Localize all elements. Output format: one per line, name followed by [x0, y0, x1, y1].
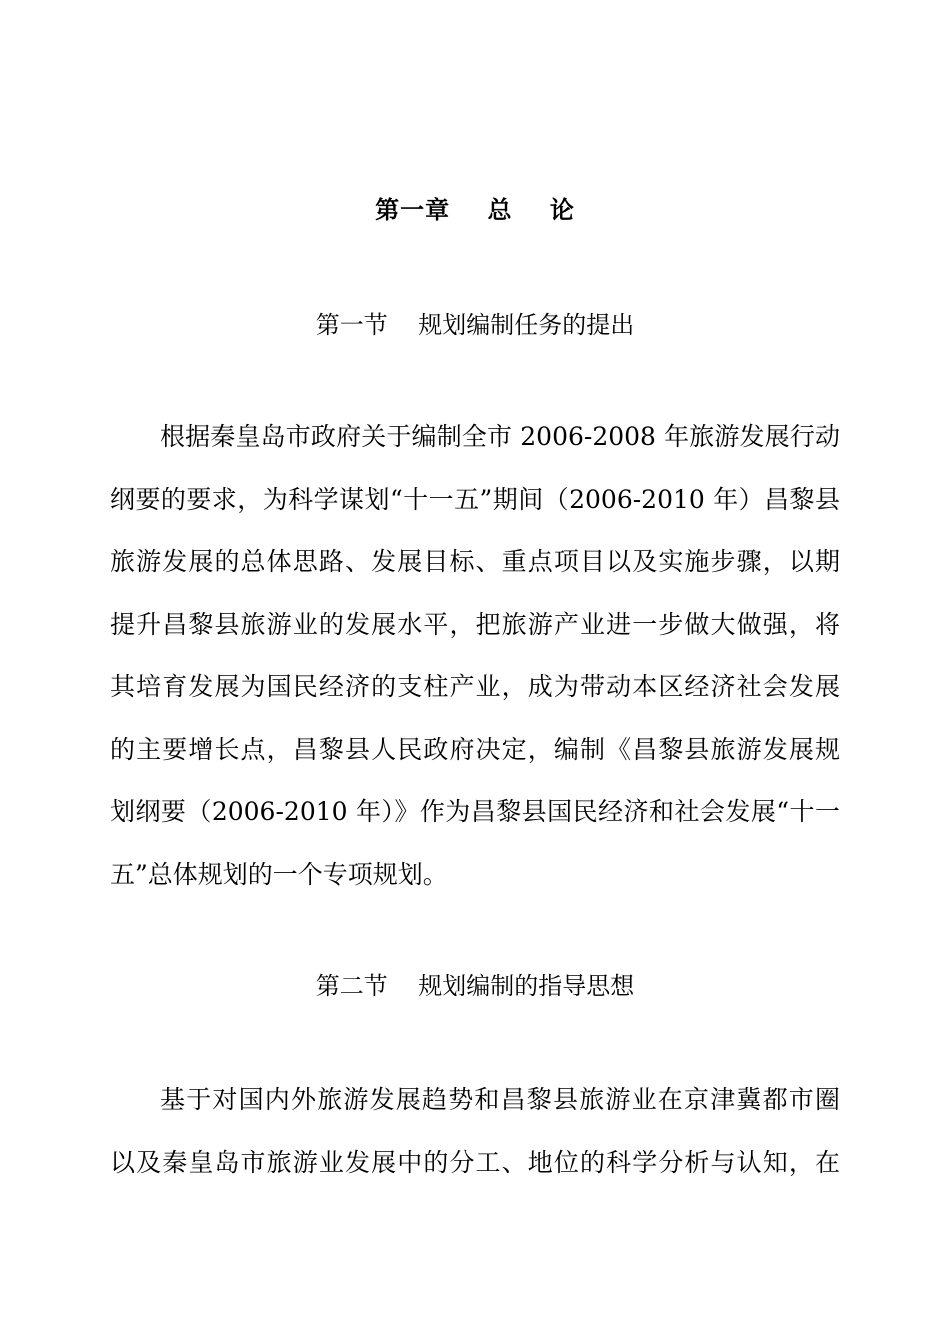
paragraph-line: 五”总体规划的一个专项规划。 [110, 859, 448, 889]
paragraph-line: 其培育发展为国民经济的支柱产业，成为带动本区经济社会发展 [110, 672, 840, 701]
paragraph-line: 纲要的要求，为科学谋划“十一五”期间（2006-2010 年）昌黎县 [110, 484, 840, 514]
chapter-title: 第一章 总 论 [375, 196, 575, 224]
paragraph-line: 旅游发展的总体思路、发展目标、重点项目以及实施步骤，以期 [110, 547, 840, 576]
paragraph-line: 提升昌黎县旅游业的发展水平，把旅游产业进一步做大做强，将 [110, 609, 840, 639]
paragraph-line: 基于对国内外旅游发展趋势和昌黎县旅游业在京津冀都市圈 [160, 1085, 840, 1114]
section-title-2: 第二节 规划编制的指导思想 [315, 972, 635, 1000]
paragraph-2 [110, 1069, 840, 1194]
paragraph-line: 以及秦皇岛市旅游业发展中的分工、地位的科学分析与认知，在 [110, 1147, 840, 1177]
paragraph-line: 根据秦皇岛市政府关于编制全市 2006-2008 年旅游发展行动 [160, 422, 840, 451]
paragraph-line: 划纲要（2006-2010 年）》作为昌黎县国民经济和社会发展“十一 [110, 797, 840, 826]
paragraph-1 [110, 406, 840, 906]
paragraph-line: 的主要增长点，昌黎县人民政府决定，编制《昌黎县旅游发展规 [110, 734, 840, 764]
section-title-1: 第一节 规划编制任务的提出 [315, 311, 635, 339]
